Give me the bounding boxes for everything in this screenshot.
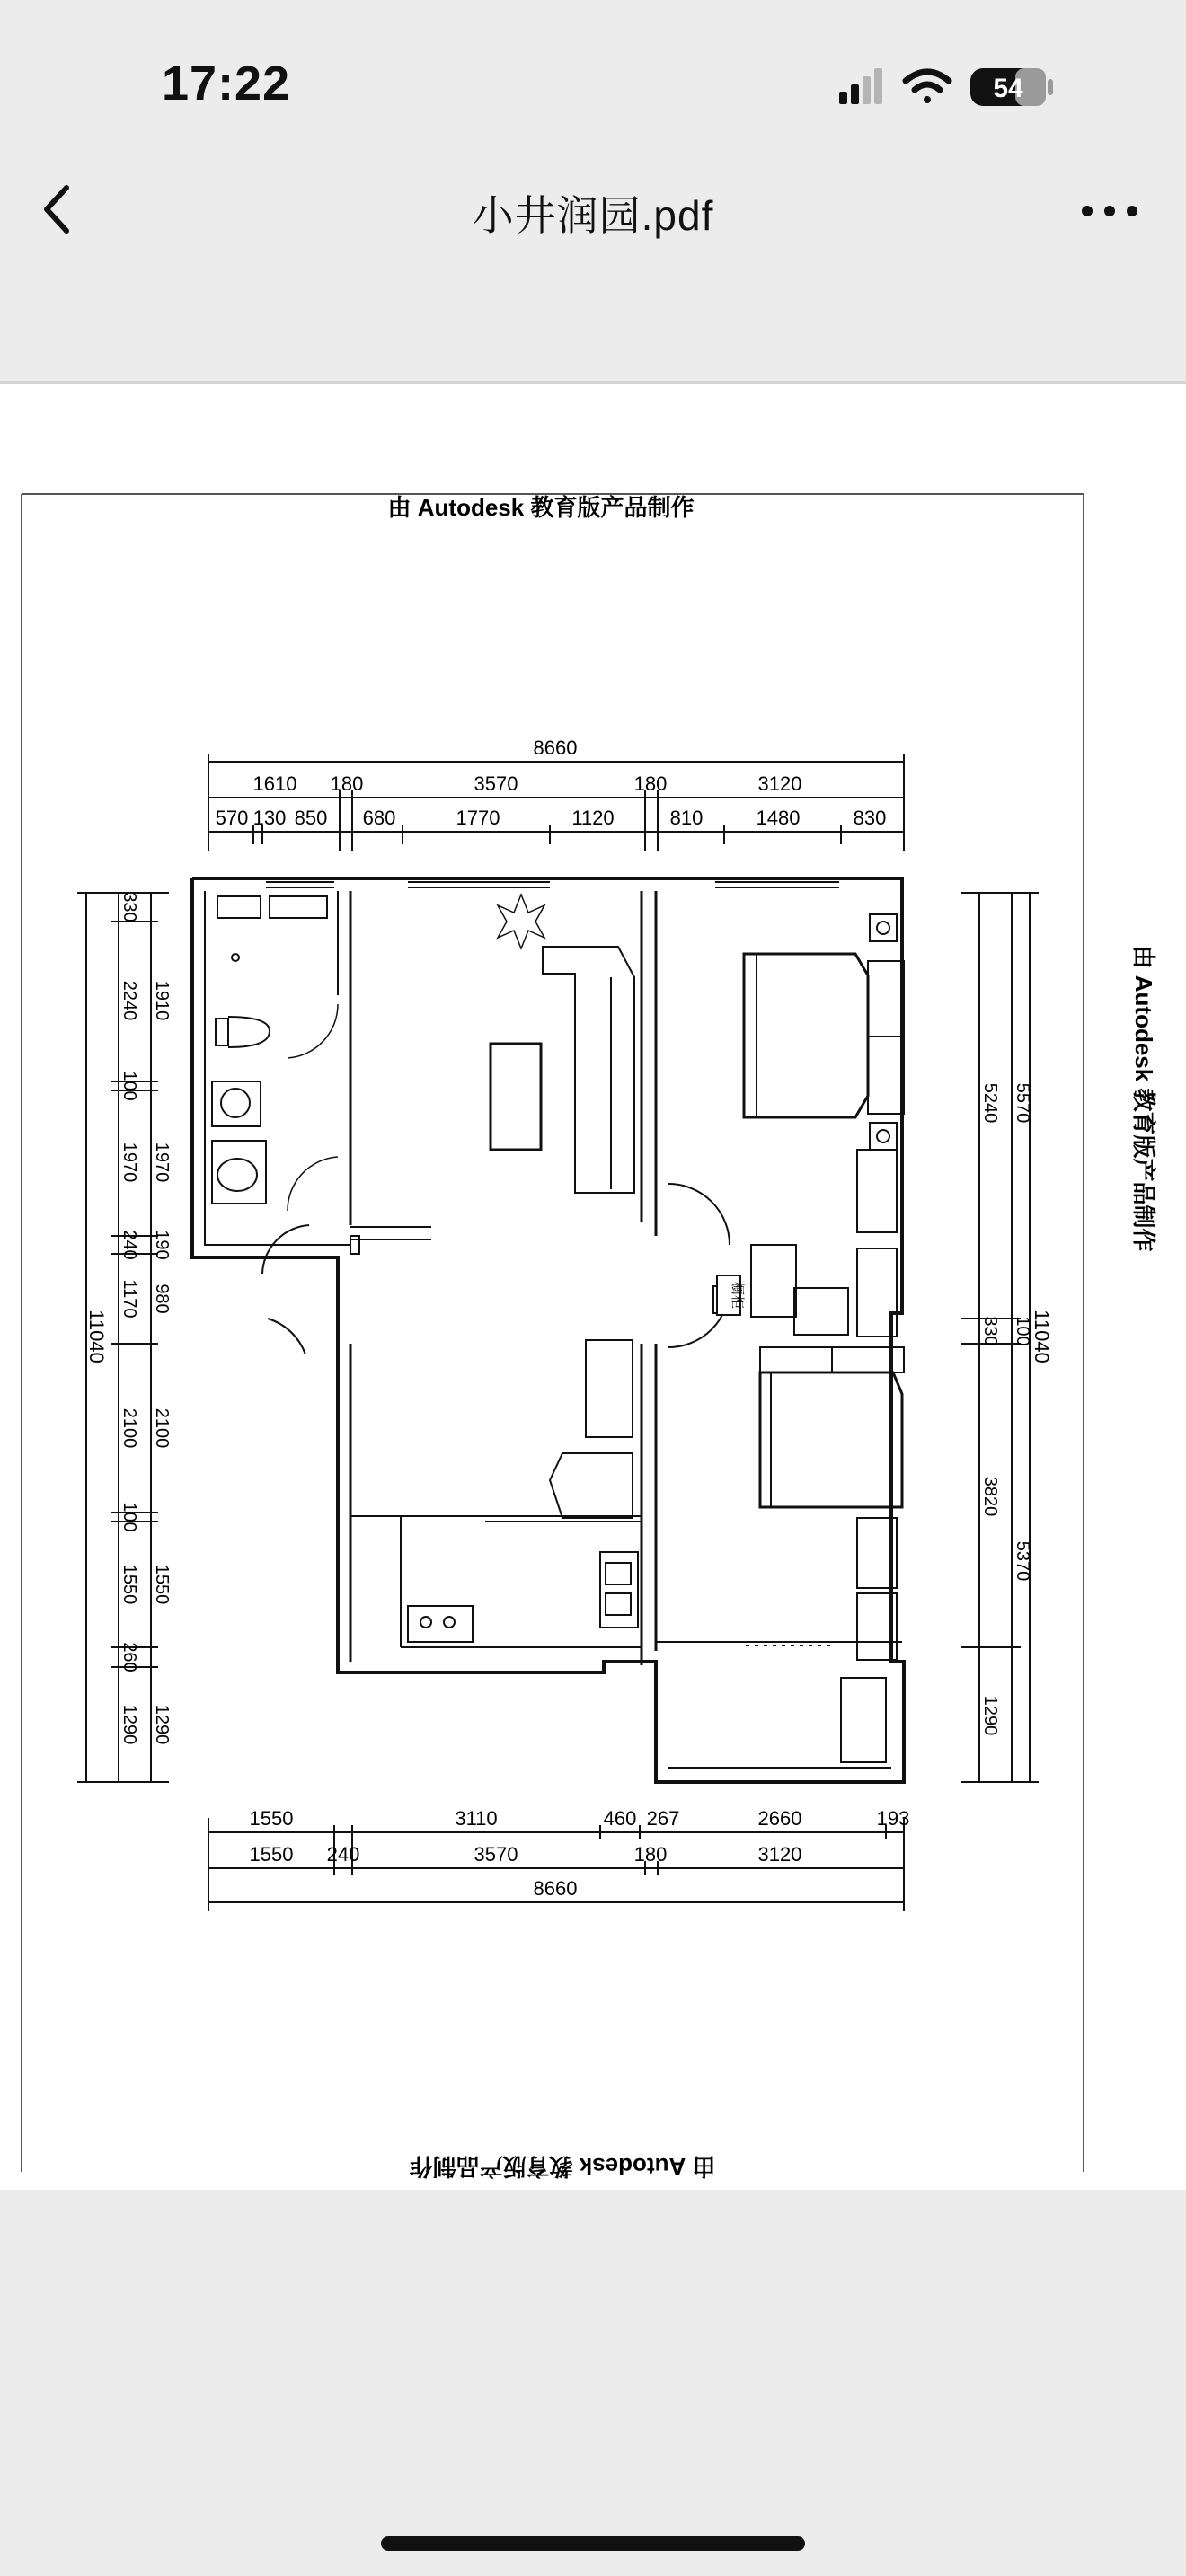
cellular-signal-icon: [839, 68, 882, 104]
dim-left-outer: 11040: [85, 1310, 108, 1363]
dim-left-a-1: 2240: [119, 980, 139, 1021]
dim-top-r2-1: 130: [252, 807, 287, 829]
dim-top-r2-8: 830: [853, 807, 887, 829]
dim-bottom-r1-0: 1550: [249, 1807, 294, 1830]
document-title: 小井润园.pdf: [472, 192, 714, 239]
dim-bottom-r1-3: 267: [646, 1807, 680, 1830]
watermark-right: 由 Autodesk 教育版产品制作: [1130, 945, 1157, 1252]
dim-top-r2-4: 1770: [456, 807, 500, 829]
dim-bottom-r1-4: 2660: [757, 1807, 802, 1830]
dim-left-b-3: 980: [152, 1284, 172, 1314]
dim-bottom-r2-1: 240: [326, 1843, 360, 1866]
dim-left-b-4: 2100: [152, 1407, 172, 1449]
dim-top-r2-2: 850: [294, 807, 328, 829]
dim-right-a-3: 1290: [980, 1695, 1000, 1736]
dim-left-a-7: 100: [119, 1502, 139, 1532]
ellipsis-icon: [1078, 202, 1141, 220]
dim-left-a-0: 330: [119, 892, 139, 922]
dim-left-a-9: 260: [119, 1642, 139, 1672]
dim-right-a-0: 5240: [980, 1082, 1000, 1124]
dim-bottom-r2-3: 180: [633, 1843, 668, 1866]
dim-left-a-8: 1550: [119, 1564, 139, 1605]
dim-top-total: 8660: [533, 737, 578, 759]
battery-icon: [970, 68, 1053, 106]
watermark-bottom: 由 Autodesk 教育版产品制作: [409, 2153, 716, 2180]
dim-top-r1-4: 3120: [757, 772, 802, 795]
dim-top-r1-0: 1610: [252, 772, 297, 795]
dim-top-r2-6: 810: [669, 807, 704, 829]
dim-right-outer: 11040: [1031, 1310, 1053, 1363]
cabinet-label: 橱柜: [730, 1281, 745, 1310]
status-time: 17:22: [162, 57, 291, 110]
dim-left-b-5: 1550: [152, 1564, 172, 1605]
dim-bottom-r1-5: 193: [876, 1807, 910, 1830]
dim-top-r1-2: 3570: [474, 772, 518, 795]
home-indicator[interactable]: [381, 2536, 805, 2551]
dim-top-r1-1: 180: [330, 772, 364, 795]
viewer-background: [0, 2190, 1186, 2576]
dim-bottom-r2-0: 1550: [249, 1843, 294, 1866]
dim-bottom-r1-2: 460: [603, 1807, 637, 1830]
dim-bottom-r1-1: 3110: [455, 1807, 498, 1830]
dim-right-a-2: 3820: [980, 1476, 1000, 1517]
dim-left-a-10: 1290: [119, 1704, 139, 1745]
dim-bottom-r2-2: 3570: [474, 1843, 518, 1866]
dim-left-b-6: 1290: [152, 1704, 172, 1745]
dim-left-b-1: 1970: [152, 1142, 172, 1183]
dim-left-a-5: 1170: [119, 1279, 139, 1319]
status-icons: [836, 61, 1069, 115]
floor-plan-drawing: [0, 384, 1186, 2190]
dim-right-b-0: 5570: [1013, 1082, 1032, 1124]
wifi-icon: [906, 72, 949, 103]
dim-bottom-r2-4: 3120: [757, 1843, 802, 1866]
dim-left-b-2: 190: [152, 1230, 172, 1260]
dim-top-r2-0: 570: [215, 807, 249, 829]
watermark-top: 由 Autodesk 教育版产品制作: [387, 494, 695, 521]
dim-top-r2-5: 1120: [571, 807, 615, 829]
dim-left-a-3: 1970: [119, 1142, 139, 1183]
dim-right-b-1: 100: [1013, 1316, 1032, 1346]
dim-left-a-2: 100: [119, 1071, 139, 1101]
dim-top-r2-3: 680: [362, 807, 396, 829]
more-options-button[interactable]: [1069, 189, 1150, 234]
dim-top-r2-7: 1480: [756, 807, 801, 829]
dim-left-a-4: 240: [119, 1230, 139, 1260]
dim-right-a-1: 330: [980, 1316, 1000, 1346]
dim-right-b-2: 5370: [1013, 1540, 1032, 1582]
battery-level: 54: [993, 74, 1023, 103]
dim-left-b-0: 1910: [152, 980, 172, 1021]
dim-bottom-total: 8660: [533, 1877, 578, 1900]
dim-top-r1-3: 180: [633, 772, 668, 795]
status-bar: [0, 0, 1186, 162]
dim-left-a-6: 2100: [119, 1407, 139, 1449]
pdf-page-viewer[interactable]: [0, 384, 1186, 2190]
